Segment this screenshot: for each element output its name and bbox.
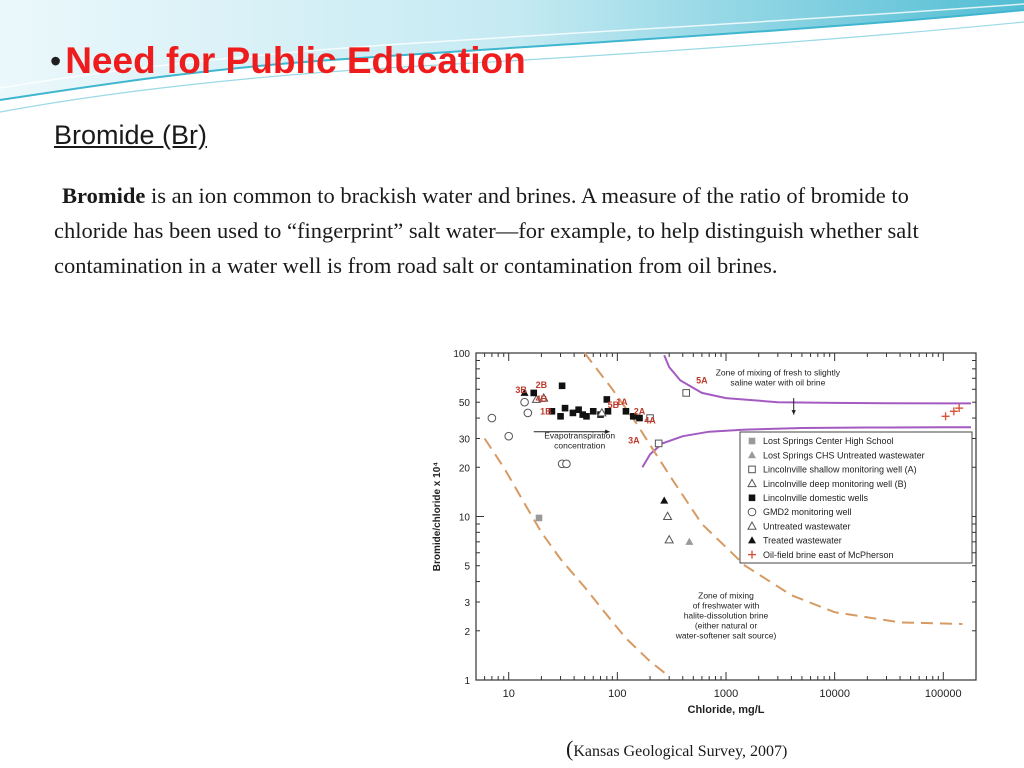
title-row bbox=[50, 34, 950, 88]
annotation-line: water-softener salt source) bbox=[675, 630, 777, 641]
point-label: 2B bbox=[535, 380, 548, 391]
point-label: 3B bbox=[515, 384, 527, 395]
annotation-line: Zone of mixing of fresh to slightly bbox=[715, 367, 840, 378]
x-tick-label: 100 bbox=[608, 688, 627, 700]
legend-swatch bbox=[749, 466, 756, 473]
x-axis-title: Chloride, mg/L bbox=[687, 704, 765, 716]
annotation-line: saline water with oil brine bbox=[730, 377, 826, 388]
chart-container bbox=[426, 340, 983, 717]
data-point bbox=[623, 408, 630, 415]
slide-subtitle: Bromide (Br) bbox=[54, 120, 208, 150]
data-point bbox=[664, 512, 672, 519]
annotation-line: of freshwater with bbox=[692, 600, 760, 611]
bromide-chloride-chart bbox=[426, 340, 983, 717]
body-text: is an ion common to brackish water and brines. A measure of the ratio of bromide to chloride has been used to “fingerprint” salt water—for example, to help distinguish whether salt contamination in a water well is from road salt or contamination from oil brines. bbox=[54, 183, 919, 278]
legend-item: Oil-field brine east of McPherson bbox=[763, 549, 894, 560]
data-point bbox=[562, 405, 569, 412]
y-axis-title: Bromide/chloride x 10⁴ bbox=[432, 461, 443, 572]
legend-item: Lincolnville domestic wells bbox=[763, 493, 869, 503]
data-point bbox=[660, 496, 668, 503]
brine-mixing-arrowhead bbox=[792, 410, 796, 415]
chart-annotation-1 bbox=[716, 367, 841, 387]
y-tick-label: 10 bbox=[458, 512, 470, 524]
legend-item: Lincolnville shallow monitoring well (A) bbox=[763, 464, 917, 475]
legend-item: Treated wastewater bbox=[763, 535, 842, 546]
data-point bbox=[570, 410, 577, 417]
title-bullet: • bbox=[50, 42, 62, 79]
y-tick-label: 50 bbox=[458, 398, 470, 410]
data-point bbox=[505, 432, 513, 440]
data-point bbox=[683, 390, 690, 397]
data-point bbox=[685, 538, 693, 545]
legend-item: Lost Springs CHS Untreated wastewater bbox=[763, 450, 925, 461]
chart-annotation-3 bbox=[675, 591, 777, 641]
x-tick-label: 100000 bbox=[924, 688, 962, 700]
point-label: 3A bbox=[628, 435, 640, 446]
y-tick-label: 20 bbox=[458, 463, 470, 475]
x-tick-label: 1000 bbox=[713, 688, 739, 700]
y-tick-label: 2 bbox=[464, 626, 470, 638]
body-lead: Bromide bbox=[62, 183, 146, 208]
citation-text: Kansas Geological Survey, 2007) bbox=[573, 743, 788, 760]
point-label: 1A bbox=[616, 397, 628, 408]
x-tick-label: 10 bbox=[502, 688, 515, 700]
body-paragraph bbox=[54, 178, 954, 283]
data-point bbox=[557, 413, 564, 420]
point-label: 1B bbox=[540, 406, 552, 417]
point-label: 4B bbox=[535, 394, 548, 405]
legend-swatch bbox=[749, 438, 756, 445]
annotation-line: Evapotranspiration bbox=[544, 430, 616, 441]
mixing-curve-3 bbox=[485, 439, 670, 677]
citation bbox=[566, 736, 787, 762]
annotation-line: concentration bbox=[554, 440, 606, 451]
data-point bbox=[559, 383, 566, 390]
data-point bbox=[536, 515, 543, 522]
slide-title: Need for Public Education bbox=[65, 40, 526, 81]
data-point bbox=[524, 409, 532, 417]
citation-paren: ( bbox=[566, 736, 574, 761]
data-point bbox=[488, 414, 496, 422]
y-tick-label: 1 bbox=[464, 676, 470, 687]
annotation-line: (either natural or bbox=[694, 620, 758, 631]
legend-item: GMD2 monitoring well bbox=[763, 507, 852, 518]
x-tick-label: 10000 bbox=[819, 688, 850, 700]
data-point bbox=[563, 460, 571, 468]
legend-swatch bbox=[748, 508, 756, 516]
annotation-line: Zone of mixing bbox=[698, 590, 754, 601]
legend-item: Untreated wastewater bbox=[763, 521, 851, 532]
legend-swatch bbox=[749, 495, 756, 502]
data-point bbox=[655, 440, 662, 447]
legend-item: Lincolnville deep monitoring well (B) bbox=[763, 478, 907, 489]
y-tick-label: 5 bbox=[464, 561, 470, 573]
point-label: 4A bbox=[644, 415, 656, 426]
data-point bbox=[521, 398, 529, 406]
data-point bbox=[665, 536, 673, 543]
data-point bbox=[942, 412, 950, 420]
y-tick-label: 100 bbox=[453, 349, 470, 360]
y-tick-label: 30 bbox=[458, 434, 470, 446]
point-label: 5A bbox=[696, 375, 708, 386]
point-label: 2A bbox=[633, 406, 646, 417]
data-point bbox=[590, 408, 597, 415]
annotation-line: halite-dissolution brine bbox=[683, 610, 769, 621]
chart-annotation-2 bbox=[544, 430, 615, 450]
legend-item: Lost Springs Center High School bbox=[763, 436, 894, 447]
point-label: 5B bbox=[607, 400, 620, 411]
data-point bbox=[583, 413, 590, 420]
y-tick-label: 3 bbox=[464, 597, 470, 609]
